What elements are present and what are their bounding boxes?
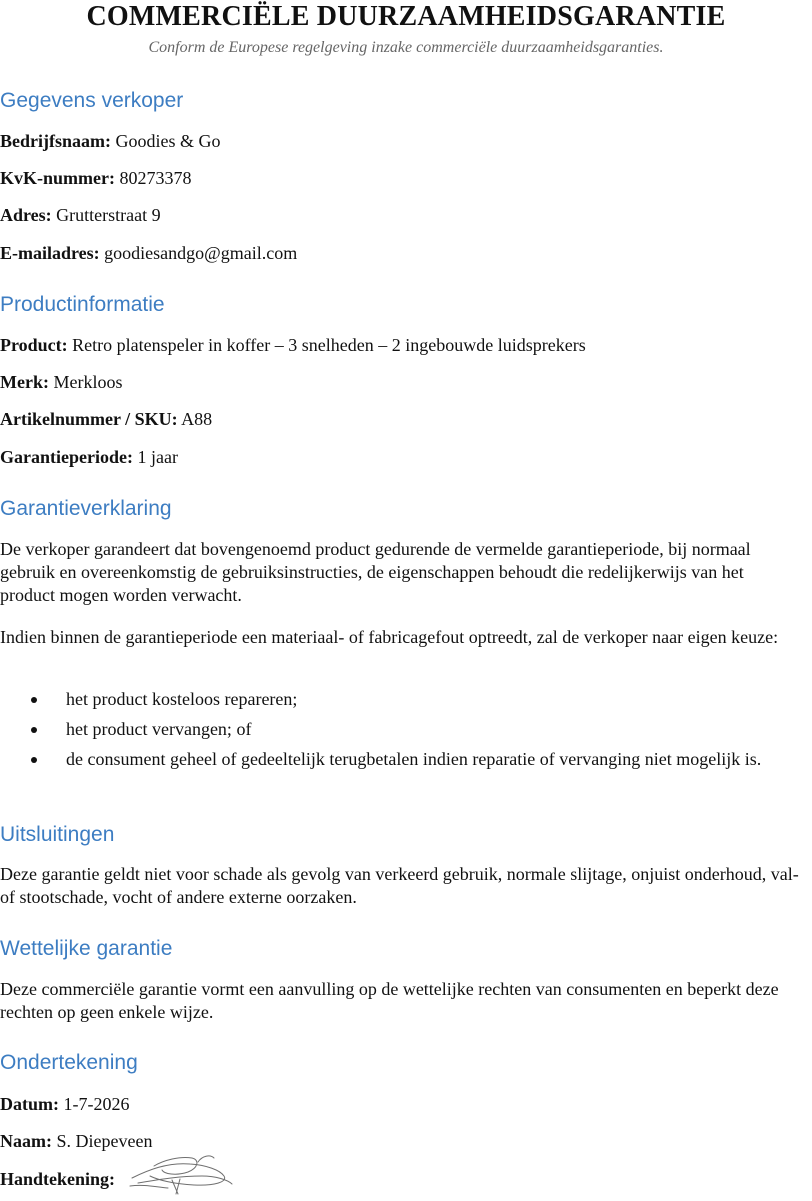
signing-heading: Ondertekening bbox=[0, 1051, 138, 1074]
seller-heading: Gegevens verkoper bbox=[0, 89, 184, 112]
list-item-text: het product vervangen; of bbox=[66, 719, 252, 739]
warranty-paragraph-2: Indien binnen de garantieperiode een materiaal- of fabricagefout optreedt, zal de verkoper naar eigen keuze: bbox=[0, 627, 779, 647]
email-label: E-mailadres: bbox=[0, 243, 100, 263]
company-name-value: Goodies & Go bbox=[115, 131, 221, 151]
bullet-icon bbox=[31, 727, 37, 733]
signature-label: Handtekening: bbox=[0, 1169, 116, 1189]
list-item-text: het product kosteloos repareren; bbox=[66, 689, 298, 709]
bullet-icon bbox=[31, 697, 37, 703]
sku-field bbox=[0, 408, 212, 430]
warranty-paragraph-1: De verkoper garandeert dat bovengenoemd product gedurende de vermelde garantieperiode, bij normaal gebruik en overeenkomstig de gebruiksinstructies, de eigenschappen behoudt die redelijkerwijs van het product mogen worden verwacht. bbox=[0, 539, 751, 605]
exclusions-heading: Uitsluitingen bbox=[0, 823, 115, 846]
product-heading: Productinformatie bbox=[0, 293, 165, 316]
bullet-icon bbox=[31, 757, 37, 763]
address-field bbox=[0, 204, 161, 226]
brand-field bbox=[0, 371, 122, 393]
sku-value: A88 bbox=[181, 409, 213, 429]
handwritten-signature bbox=[128, 1150, 240, 1196]
address-label: Adres: bbox=[0, 205, 52, 225]
warranty-period-label: Garantieperiode: bbox=[0, 447, 133, 467]
company-name-label: Bedrijfsnaam: bbox=[0, 131, 111, 151]
product-value: Retro platenspeler in koffer – 3 snelheden – 2 ingebouwde luidsprekers bbox=[72, 335, 586, 355]
date-field bbox=[0, 1093, 130, 1115]
list-item-text: de consument geheel of gedeeltelijk terugbetalen indien reparatie of vervanging niet mogelijk is. bbox=[66, 749, 762, 769]
name-field bbox=[0, 1130, 152, 1152]
date-value: 1-7-2026 bbox=[63, 1094, 130, 1114]
document-subtitle: Conform de Europese regelgeving inzake commerciële duurzaamheidsgaranties. bbox=[148, 39, 664, 56]
kvk-value: 80273378 bbox=[119, 168, 192, 188]
signature-field bbox=[0, 1168, 115, 1190]
signature-image bbox=[128, 1150, 240, 1196]
kvk-field bbox=[0, 167, 191, 189]
warranty-period-field bbox=[0, 446, 178, 468]
document-title: COMMERCIËLE DUURZAAMHEIDSGARANTIE bbox=[86, 1, 726, 32]
product-field bbox=[0, 334, 586, 356]
legal-heading: Wettelijke garantie bbox=[0, 937, 173, 960]
date-label: Datum: bbox=[0, 1094, 59, 1114]
name-value: S. Diepeveen bbox=[56, 1131, 153, 1151]
kvk-label: KvK-nummer: bbox=[0, 168, 115, 188]
brand-label: Merk: bbox=[0, 372, 49, 392]
company-name-field bbox=[0, 130, 221, 152]
legal-text: Deze commerciële garantie vormt een aanvulling op de wettelijke rechten van consumenten en beperkt deze rechten op geen enkele wijze. bbox=[0, 979, 779, 1022]
email-field bbox=[0, 242, 297, 264]
brand-value: Merkloos bbox=[53, 372, 123, 392]
address-value: Grutterstraat 9 bbox=[56, 205, 161, 225]
warranty-period-value: 1 jaar bbox=[137, 447, 178, 467]
name-label: Naam: bbox=[0, 1131, 52, 1151]
warranty-heading: Garantieverklaring bbox=[0, 497, 172, 520]
exclusions-text: Deze garantie geldt niet voor schade als gevolg van verkeerd gebruik, normale slijtage, onjuist onderhoud, val- of stootschade, vocht of andere externe oorzaken. bbox=[0, 864, 799, 907]
sku-label: Artikelnummer / SKU: bbox=[0, 409, 178, 429]
email-value: goodiesandgo@gmail.com bbox=[104, 243, 298, 263]
product-label: Product: bbox=[0, 335, 68, 355]
